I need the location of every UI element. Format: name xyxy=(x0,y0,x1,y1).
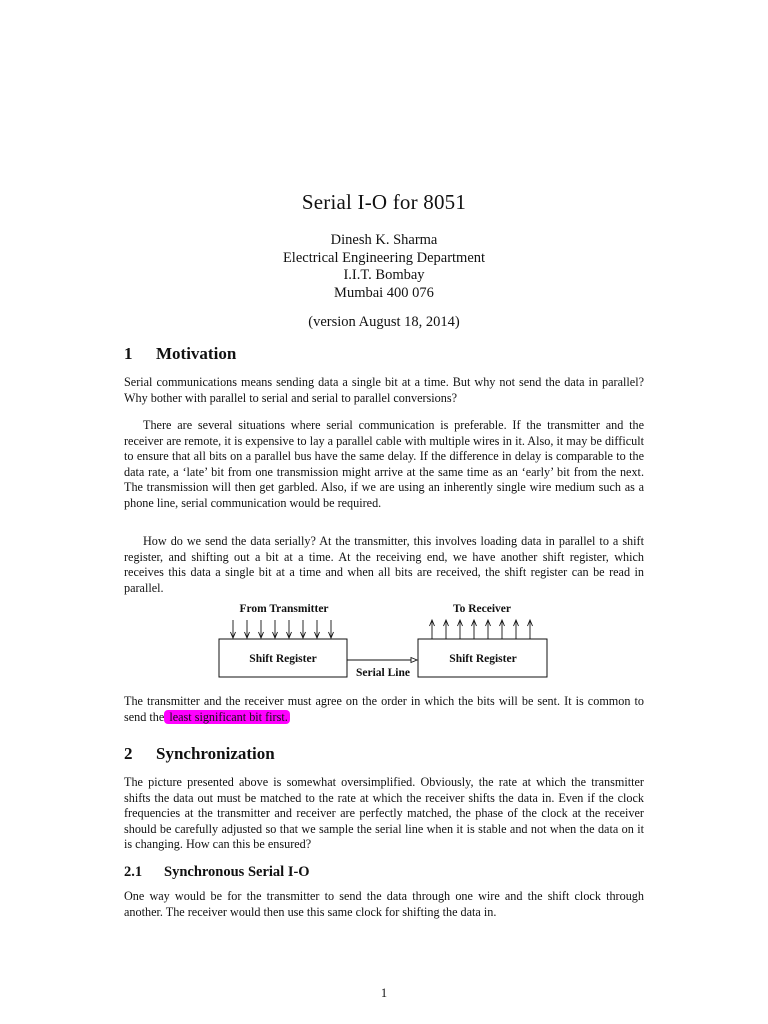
version-line: (version August 18, 2014) xyxy=(308,314,460,330)
paragraph-synchronization-1: The picture presented above is somewhat oversimplified. Obviously, the rate at which the transmitter shifts the data out must be matched to the rate at which the receiver shifts the data in. Even if the clock frequencies at the transmitter and receiver are perfectly matched, the phase of the clock at the receiver should be carefully adjusted so that we sample the serial line when it is stable and not when the data on it is changing. How can this be ensured? xyxy=(124,775,644,851)
author-block xyxy=(0,232,768,302)
subsection-heading-synchronous-serial xyxy=(124,864,310,881)
subsection-number: 2.1 xyxy=(124,864,143,880)
to-receiver-label: To Receiver xyxy=(452,603,512,615)
paragraph-motivation-3: How do we send the data serially? At the transmitter, this involves loading data in parallel to a shift register, and shifting out a bit at a time. At the receiving end, we have another shift register, which receives this data a single bit at a time and when all bits are received, the shift register can be read in parallel. xyxy=(124,534,644,595)
paragraph-synchronous-serial-1: One way would be for the transmitter to send the data through one wire and the shift clock through another. The receiver would then use this same clock for shifting the data in. xyxy=(124,889,644,919)
bit-order-text: The transmitter and the receiver must agree on the order in which the bits will be sent. It is common to send the xyxy=(124,694,644,724)
document-title: Serial I-O for 8051 xyxy=(301,190,467,214)
from-transmitter-label: From Transmitter xyxy=(239,603,329,615)
serial-line-label: Serial Line xyxy=(356,667,410,679)
serial-line-arrow xyxy=(347,658,417,663)
author-name: Dinesh K. Sharma xyxy=(330,232,438,248)
highlighted-text: least significant bit first. xyxy=(166,709,288,724)
parallel-input-arrows xyxy=(231,620,334,638)
parallel-output-arrows xyxy=(430,620,533,639)
paragraph-motivation-2: There are several situations where serial communication is preferable. If the transmitter and the receiver are remote, it is expensive to lay a parallel cable with multiple wires in it. Also, it may be difficult to ensure that all bits on a parallel bus have the same delay. If the difference in delay is comparable to the data rate, a ‘late’ bit from one transmission might arrive at the same time as an ‘early’ bit from the next. The transmission will then get garbled. Also, if we are using an inherently single wire medium such as a phone line, serial communication would be required. xyxy=(124,418,644,510)
section-number: 2 xyxy=(124,744,133,763)
paragraph-motivation-1: Serial communications means sending data a single bit at a time. But why not send the data in parallel? Why bother with parallel to serial and serial to parallel conversions? xyxy=(124,375,644,405)
section-heading-synchronization xyxy=(124,744,275,764)
section-title: Motivation xyxy=(156,344,237,363)
author-institute: I.I.T. Bombay xyxy=(343,267,425,283)
author-city: Mumbai 400 076 xyxy=(334,284,434,301)
section-number: 1 xyxy=(124,344,133,363)
page-number: 1 xyxy=(380,986,388,1000)
paragraph-motivation-4 xyxy=(124,694,644,725)
section-title: Synchronization xyxy=(156,744,275,763)
author-department: Electrical Engineering Department xyxy=(282,249,486,266)
subsection-title: Synchronous Serial I-O xyxy=(164,864,310,880)
shift-register-diagram xyxy=(210,598,570,684)
section-heading-motivation xyxy=(124,344,236,364)
receiver-box-label: Shift Register xyxy=(449,653,517,665)
transmitter-box-label: Shift Register xyxy=(249,653,317,665)
